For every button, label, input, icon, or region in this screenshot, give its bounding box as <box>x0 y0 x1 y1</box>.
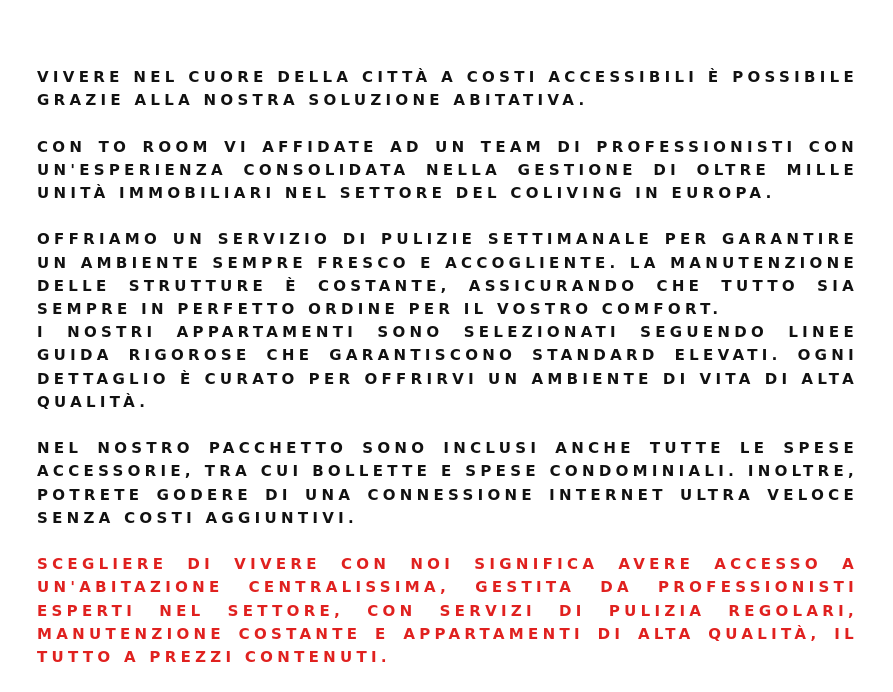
document-body <box>37 66 858 692</box>
paragraph-team: CON TO ROOM VI AFFIDATE AD UN TEAM DI PROFESSIONISTI CON UN'ESPERIENZA CONSOLIDATA NELLA GESTIONE DI OLTRE MILLE UNITÀ IMMOBILIARI NEL SETTORE DEL COLIVING IN EUROPA. <box>37 137 858 202</box>
paragraph-package: NEL NOSTRO PACCHETTO SONO INCLUSI ANCHE TUTTE LE SPESE ACCESSORIE, TRA CUI BOLLETTE E SPESE CONDOMINIALI. INOLTRE, POTRETE GODERE DI UNA CONNESSIONE INTERNET ULTRA VELOCE SENZA COSTI AGGIUNTIVI. <box>37 439 858 527</box>
paragraph-intro: VIVERE NEL CUORE DELLA CITTÀ A COSTI ACCESSIBILI È POSSIBILE GRAZIE ALLA NOSTRA SOLUZIONE ABITATIVA. <box>37 68 858 110</box>
paragraph-services: OFFRIAMO UN SERVIZIO DI PULIZIE SETTIMANALE PER GARANTIRE UN AMBIENTE SEMPRE FRESCO E ACCOGLIENTE. LA MANUTENZIONE DELLE STRUTTURE È COSTANTE, ASSICURANDO CHE TUTTO SIA SEMPRE IN PERFETTO ORDINE PER IL VOSTRO COMFORT. <box>37 230 858 318</box>
paragraph-apartments: I NOSTRI APPARTAMENTI SONO SELEZIONATI SEGUENDO LINEE GUIDA RIGOROSE CHE GARANTISCONO STANDARD ELEVATI. OGNI DETTAGLIO È CURATO PER OFFRIRVI UN AMBIENTE DI VITA DI ALTA QUALITÀ. <box>37 323 858 411</box>
paragraph-conclusion: SCEGLIERE DI VIVERE CON NOI SIGNIFICA AVERE ACCESSO A UN'ABITAZIONE CENTRALISSIMA, GESTITA DA PROFESSIONISTI ESPERTI NEL SETTORE, CON SERVIZI DI PULIZIA REGOLARI, MANUTENZIONE COSTANTE E APPARTAMENTI DI ALTA QUALITÀ, IL TUTTO A PREZZI CONTENUTI. <box>37 555 858 667</box>
